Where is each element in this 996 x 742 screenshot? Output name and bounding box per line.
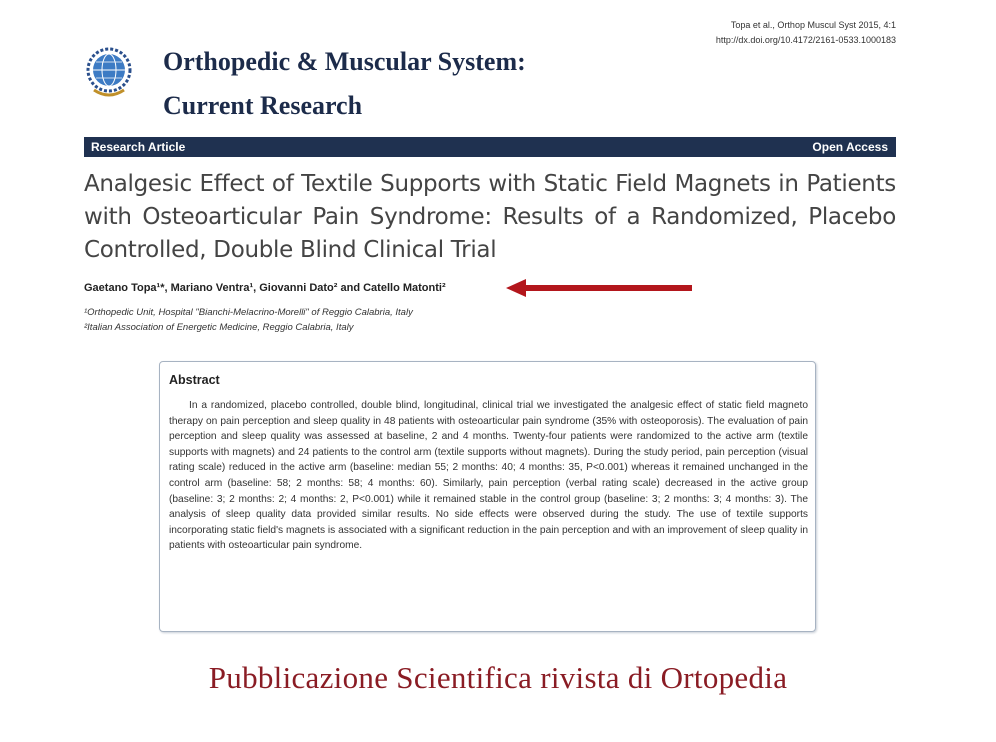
article-banner — [84, 137, 896, 157]
affiliation-1: ¹Orthopedic Unit, Hospital "Bianchi-Melacrino-Morelli" of Reggio Calabria, Italy — [84, 307, 413, 318]
journal-logo-icon — [84, 44, 134, 102]
journal-title-line1: Orthopedic & Muscular System: — [163, 47, 526, 76]
abstract-text: In a randomized, placebo controlled, double blind, longitudinal, clinical trial we investigated the analgesic effect of static field magneto therapy on pain perception and sleep quality in 48 patients with osteoarticular pain syndrome (35% with osteoporosis). The evaluation of pain perception and sleep quality was assessed at baseline, 2 and 4 months. Twenty-four patients were randomized to the active arm (textile supports with magnets) and 24 patients to the control arm (textile supports without magnets). During the study period, pain perception (visual rating scale) reduced in the active arm (baseline: median 55; 2 months: 40; 4 months: 35, P<0.001) whereas it remained unchanged in the control arm (baseline: 58; 2 months: 58; 4 months: 60). Similarly, pain perception (verbal rating scale) decreased in the active group (baseline: 3; 2 months: 2; 4 months: 2, P<0.001) while it remained stable in the control group (baseline: 3; 2 months: 3; 4 months: 3). The analysis of sleep quality data provided similar results. No side effects were observed during the study. The use of textile supports incorporating static field's magnets is associated with a significant reduction in the pain perception and with an improvement of sleep quality in patients with osteoarticular pain syndrome. — [169, 400, 808, 552]
journal-title-line2: Current Research — [163, 91, 363, 120]
author-list: Gaetano Topa¹*, Mariano Ventra¹, Giovanni Dato² and Catello Matonti² — [84, 282, 446, 294]
caption: Pubblicazione Scientifica rivista di Ortopedia — [208, 660, 788, 695]
open-access-label: Open Access — [812, 140, 888, 154]
doi-link[interactable]: http://dx.doi.org/10.4172/2161-0533.1000183 — [715, 35, 896, 45]
citation — [600, 18, 896, 48]
arrow-left-icon — [506, 278, 694, 298]
citation-reference: Topa et al., Orthop Muscul Syst 2015, 4:1 — [730, 20, 896, 30]
paper-title: Analgesic Effect of Textile Supports with Static Field Magnets in Patients with Osteoarticular Pain Syndrome: Results of a Randomized, Placebo Controlled, Double Blind Clinical Trial — [84, 171, 896, 263]
affiliation-2: ²Italian Association of Energetic Medicine, Reggio Calabria, Italy — [84, 322, 354, 333]
abstract-heading: Abstract — [169, 373, 220, 387]
journal-title — [163, 40, 583, 128]
article-type-label: Research Article — [91, 140, 186, 154]
